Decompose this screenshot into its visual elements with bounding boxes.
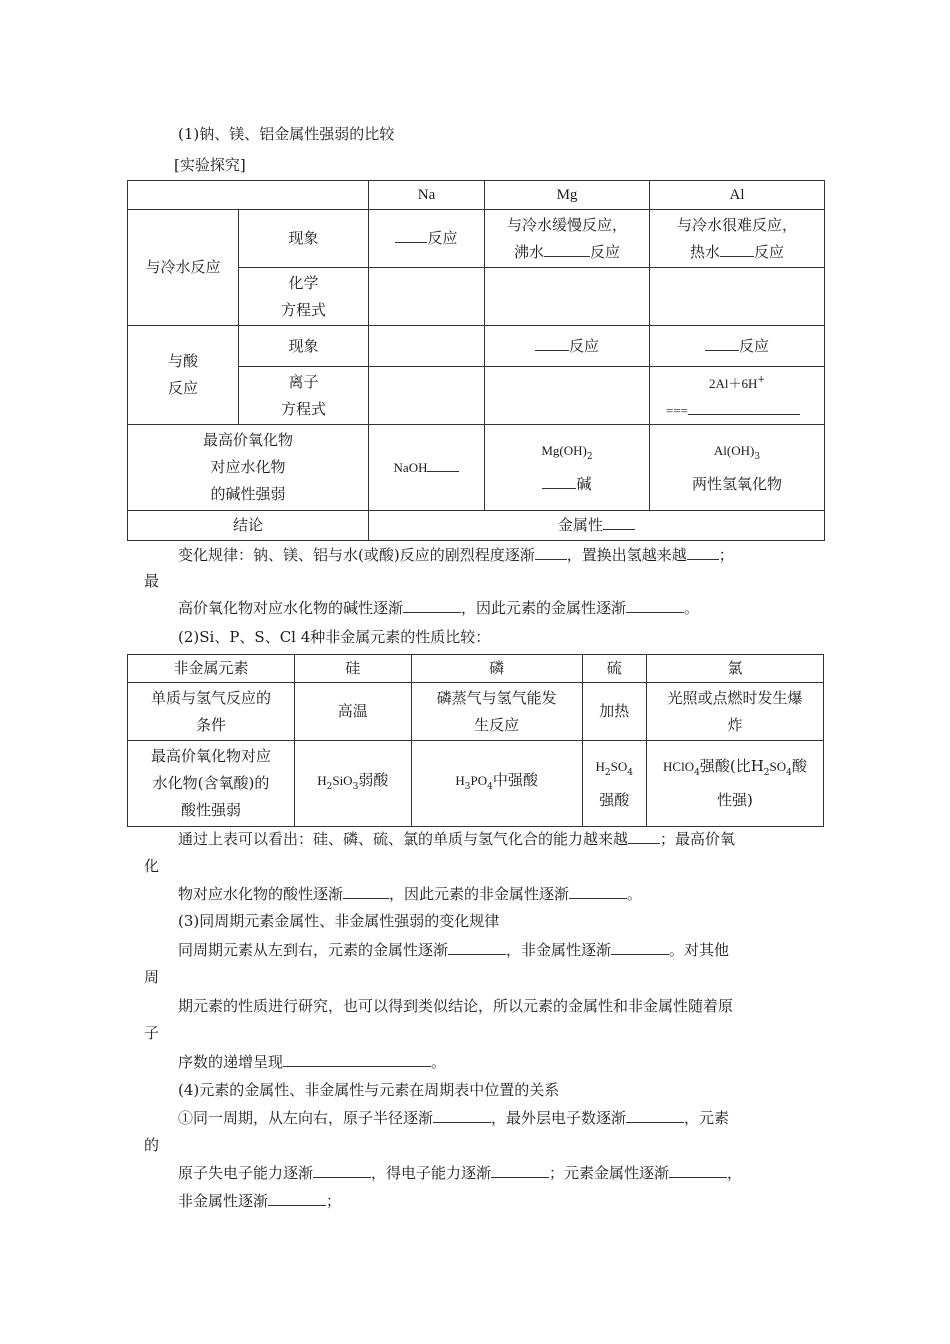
answer-blank[interactable] [313,1163,371,1178]
cell-text: 碱 [576,475,592,493]
row-label-acid-ionic-equation [239,367,369,425]
answer-blank[interactable] [448,940,506,955]
cell-line: 光照或点燃时发生爆 [667,688,803,707]
subscript: 3 [352,781,359,792]
text: ； [718,546,734,564]
cell-line: 炸 [727,715,743,734]
text: ，置换出氢越来越 [566,546,687,564]
cell-al-water-phenomenon [650,210,825,268]
formula-text: H [455,772,465,788]
answer-blank[interactable] [603,515,635,530]
cell-text: 反应 [590,242,621,261]
cell-al-water-equation[interactable] [650,268,825,326]
observation-line-1 [178,829,735,849]
text: 变化规律：钠、镁、铝与水(或酸)反应的剧烈程度逐渐 [178,546,535,564]
rule-wrap: 最 [144,572,160,590]
section4-wrap-1: 的 [144,1136,160,1154]
text: ， [727,1164,743,1182]
row-label-water-phenomenon: 现象 [239,210,369,268]
cell-cl-acid [646,741,823,827]
cell-p-condition [411,683,582,741]
cell-line [654,397,820,424]
cell-line: 单质与氢气反应的 [150,688,271,707]
section3-wrap-2: 子 [144,1024,160,1042]
cell-al-acid-equation [650,367,825,425]
col-header-element: 非金属元素 [128,655,295,683]
cell-text: 弱酸 [358,770,389,789]
formula-text: H [317,772,327,788]
formula-text: PO [470,772,488,788]
row-label-acid [128,326,239,425]
cell-line: 与酸 [167,352,198,370]
answer-blank[interactable] [628,829,660,844]
cell-line: 最高价氧化物 [202,431,293,449]
cell-line: 酸性强弱 [180,801,241,819]
section3-wrap-1: 周 [144,968,160,986]
cell-na-base [369,425,485,511]
cell-conclusion [369,511,825,541]
observation-line-2 [178,884,642,904]
text: ，因此元素的非金属性逐渐 [389,885,570,903]
col-header-si: 硅 [294,655,411,683]
rule-line-2 [178,598,699,618]
section4-line-1 [178,1108,729,1128]
answer-blank[interactable] [720,242,754,257]
cell-line: 方程式 [280,300,326,319]
cell-text: 金属性 [557,516,603,534]
answer-blank[interactable] [535,336,569,351]
cell-al-acid-phenomenon [650,326,825,367]
row-label-acid-phenomenon: 现象 [239,326,369,367]
cell-text: 反应 [427,229,458,247]
answer-blank[interactable] [427,457,459,472]
subscript: 4 [487,781,493,792]
row-label-base-strength [128,425,369,511]
col-header-p: 磷 [411,655,582,683]
section3-line-1 [178,940,729,960]
subscript: 4 [694,768,700,778]
cell-line: 离子 [288,372,319,391]
cell-na-acid-phenomenon[interactable] [369,326,485,367]
cell-text: 反应 [568,336,599,355]
rule-line-1 [178,545,734,565]
text: ，因此元素的金属性逐渐 [461,599,627,617]
answer-blank[interactable] [491,1163,549,1178]
formula-text: SiO [332,772,353,788]
cell-line: 反应 [167,379,198,397]
cell-line [654,239,820,266]
text: 通过上表可以看出：硅、磷、硫、氯的单质与氢气化合的能力越来越 [178,830,629,848]
section4-line-3 [178,1191,341,1211]
answer-blank[interactable] [542,474,576,489]
text: ，最外层电子数逐渐 [491,1109,627,1127]
text: 同周期元素从左到右，元素的金属性逐渐 [178,941,449,959]
cell-text: 反应 [754,242,785,261]
cell-line: 强酸 [599,791,630,809]
text: ；元素金属性逐渐 [549,1164,670,1182]
text: 非金属性逐渐 [178,1192,269,1210]
cell-text: 热水 [689,242,720,261]
subscript: 4 [627,768,633,778]
cell-cl-condition [646,683,823,741]
cell-si-acid [294,741,411,827]
formula-text: Mg(OH) [541,443,587,458]
answer-blank[interactable] [669,1163,727,1178]
cell-line: 的碱性强弱 [210,485,286,503]
text: 物对应水化物的酸性逐渐 [178,885,344,903]
cell-mg-base [485,425,650,511]
cell-line: 对应水化物 [210,458,286,476]
metal-comparison-table [127,180,825,541]
cell-line [489,239,645,266]
nonmetal-comparison-table [127,654,824,827]
answer-blank[interactable] [283,1052,431,1067]
cell-line: 最高价氧化物对应 [150,747,271,765]
answer-blank[interactable] [395,228,427,243]
section1-subheading: [实验探究] [174,156,246,174]
cell-text: 沸水 [513,242,544,261]
answer-blank[interactable] [687,545,719,560]
cell-na-water-equation[interactable] [369,268,485,326]
cell-line: 与冷水很难反应， [676,215,797,234]
answer-blank[interactable] [626,598,684,613]
text: 。对其他 [669,941,730,959]
col-header-s: 硫 [582,655,646,683]
cell-line [654,367,820,397]
cell-mg-water-phenomenon [485,210,650,268]
section1-heading: (1)钠、镁、铝金属性强弱的比较 [178,125,395,143]
row-label-acid-strength [128,741,295,827]
section2-heading: (2)Si、P、S、Cl 4种非金属元素的性质比较： [178,628,491,646]
formula-text: HClO [663,759,695,774]
answer-blank[interactable] [569,884,627,899]
cell-line: 两性氢氧化物 [691,475,782,493]
text: ，元素 [684,1109,730,1127]
answer-blank[interactable] [343,884,389,899]
col-header-cl: 氯 [646,655,823,683]
equation-text: === [666,403,688,418]
cell-mg-acid-phenomenon [485,326,650,367]
subscript: 2 [586,452,593,462]
text: 。 [431,1053,447,1071]
cell-mg-acid-equation[interactable] [485,367,650,425]
cell-line [651,753,819,787]
text: 。 [684,599,700,617]
subscript: 2 [326,781,333,792]
formula-text: H [595,759,605,774]
section3-line-2: 期元素的性质进行研究，也可以得到类似结论，所以元素的金属性和非金属性随着原 [178,997,734,1015]
cell-line: 化学 [288,273,319,292]
row-label-hydrogen-condition [128,683,295,741]
cell-na-acid-equation[interactable] [369,367,485,425]
cell-line: 方程式 [280,399,326,418]
cell-text: 反应 [738,336,769,355]
row-label-water: 与冷水反应 [128,210,239,326]
cell-text: 中强酸 [492,770,538,789]
cell-mg-water-equation[interactable] [485,268,650,326]
answer-blank[interactable] [705,336,739,351]
answer-blank[interactable] [611,940,669,955]
text: 序数的递增呈现 [178,1053,284,1071]
answer-blank[interactable] [544,242,590,257]
cell-line: 磷蒸气与氢气能发 [436,688,557,707]
row-label-conclusion: 结论 [128,511,369,541]
subscript: 2 [763,768,770,778]
cell-line: 与冷水缓慢反应， [506,215,627,234]
col-header-al: Al [650,181,825,210]
cell-line [489,471,645,498]
cell-si-condition: 高温 [294,683,411,741]
subscript: 3 [464,781,471,792]
cell-line: 生反应 [474,715,520,734]
col-header-na: Na [369,181,485,210]
section4-line-2 [178,1163,742,1183]
observation-wrap: 化 [144,857,160,875]
formula-text: Al(OH) [713,443,755,458]
text: 原子失电子能力逐渐 [178,1164,314,1182]
answer-blank[interactable] [433,1108,491,1123]
section3-line-3 [178,1052,446,1072]
text: 高价氧化物对应水化物的碱性逐渐 [178,599,404,617]
text: ； [326,1192,342,1210]
subscript: 2 [604,768,611,778]
cell-s-acid [582,741,646,827]
text: ，得电子能力逐渐 [371,1164,492,1182]
cell-s-condition: 加热 [582,683,646,741]
text: ，非金属性逐渐 [506,941,612,959]
cell-line [587,753,642,787]
answer-blank[interactable] [626,1108,684,1123]
cell-text: 酸 [791,757,807,775]
subscript: 4 [786,768,792,778]
col-header-mg: Mg [485,181,650,210]
cell-p-acid [411,741,582,827]
table1-corner [128,181,369,210]
cell-text: 强酸(比H [699,757,764,775]
subscript: 3 [754,452,761,462]
formula-text: SO [769,759,787,774]
section4-heading: (4)元素的金属性、非金属性与元素在周期表中位置的关系 [178,1081,560,1099]
section3-heading: (3)同周期元素金属性、非金属性强弱的变化规律 [178,912,500,930]
formula-text: NaOH [393,460,428,475]
cell-al-base [650,425,825,511]
answer-blank[interactable] [688,400,800,415]
cell-line: 条件 [195,715,226,734]
cell-line [489,437,645,471]
row-label-water-equation [239,268,369,326]
answer-blank[interactable] [403,598,461,613]
equation-text: 2Al＋6H [709,376,758,391]
answer-blank[interactable] [268,1191,326,1206]
cell-line [654,437,820,471]
cell-line: 性强) [717,791,753,809]
cell-na-water-phenomenon [369,210,485,268]
text: 。 [627,885,643,903]
text: ①同一周期，从左向右，原子半径逐渐 [178,1109,434,1127]
answer-blank[interactable] [535,545,567,560]
formula-text: SO [610,759,628,774]
text: ；最高价氧 [660,830,736,848]
cell-line: 水化物(含氧酸)的 [152,774,270,792]
superscript: + [757,375,765,385]
